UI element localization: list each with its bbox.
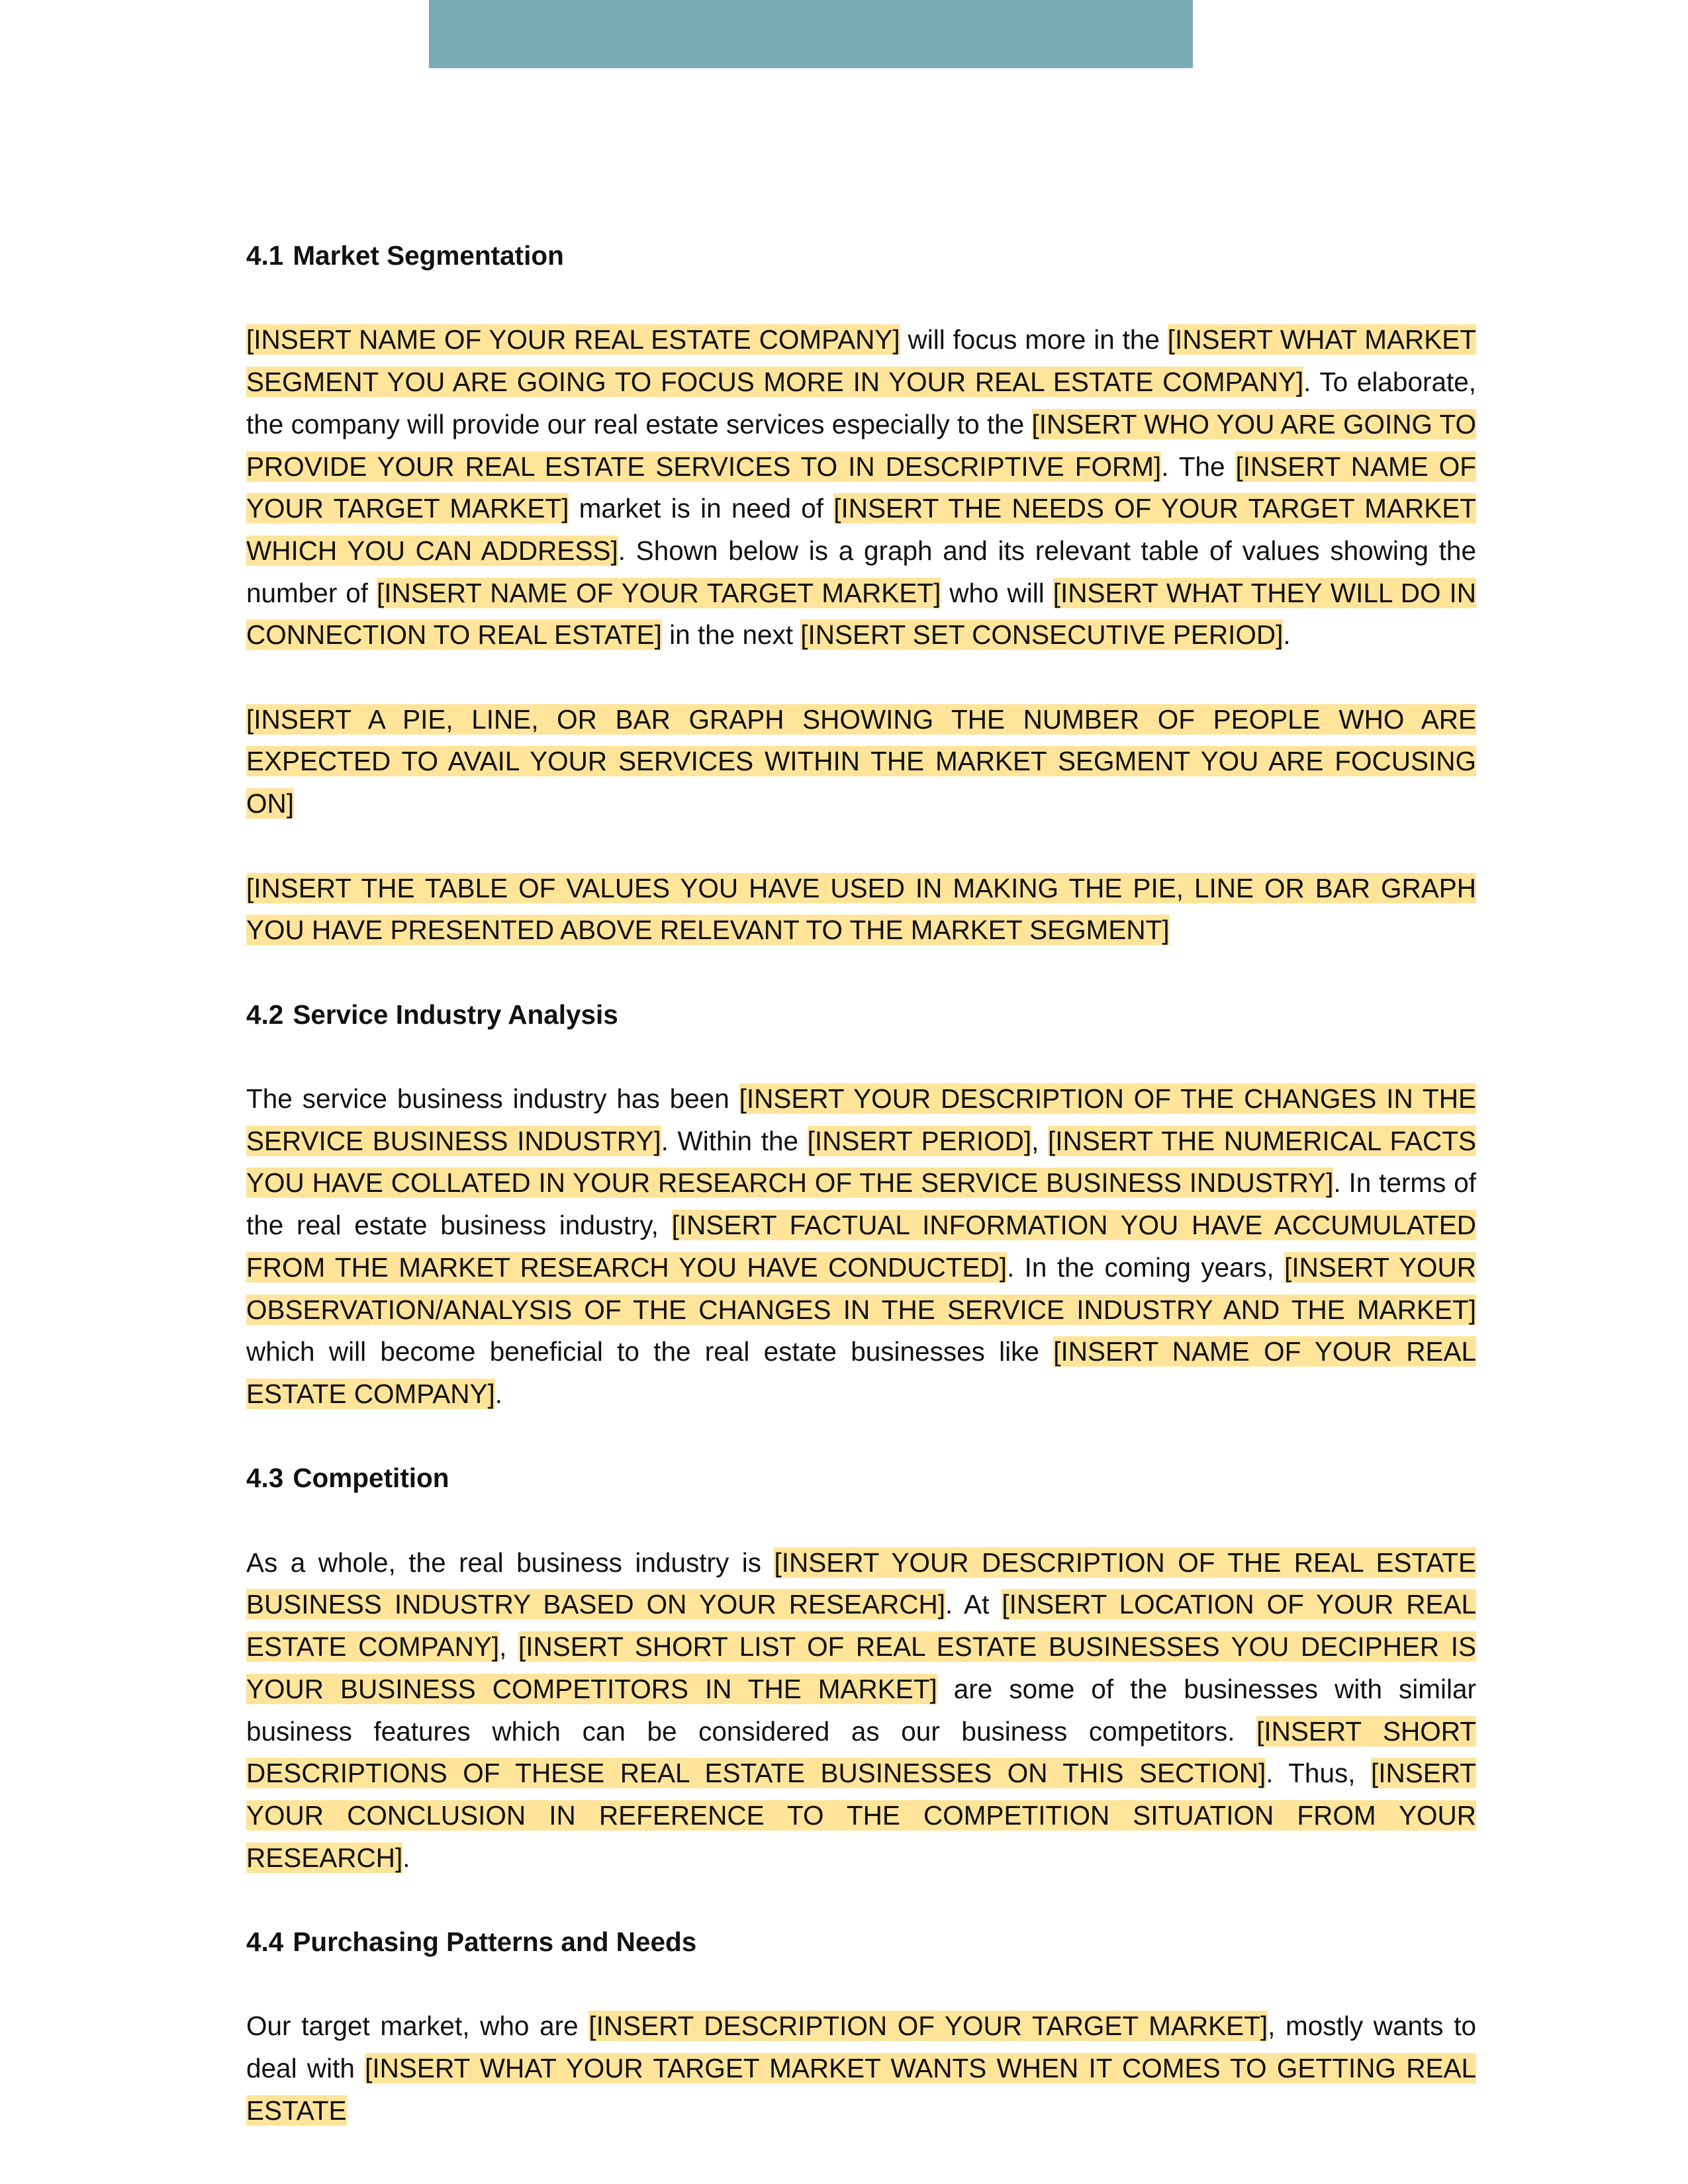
- section-number: 4.2: [246, 999, 284, 1030]
- placeholder-text: [INSERT YOUR OBSERVATION/ANALYSIS OF THE CHANGES IN THE SERVICE INDUSTRY AND THE MARKET]: [246, 1251, 1477, 1325]
- section-number: 4.1: [246, 240, 284, 271]
- placeholder-text: [INSERT NAME OF YOUR TARGET MARKET]: [376, 577, 941, 608]
- body-text: are some of the businesses with similar business features which can be considered as our business competitors.: [246, 1673, 1476, 1747]
- placeholder-text: [INSERT FACTUAL INFORMATION YOU HAVE ACCUMULATED FROM THE MARKET RESEARCH YOU HAVE CONDUCTED]: [246, 1210, 1476, 1283]
- header-band: [429, 0, 1193, 68]
- paragraph: [246, 1078, 1476, 1416]
- body-text: ,: [1031, 1125, 1048, 1156]
- placeholder-text: [INSERT WHAT MARKET SEGMENT YOU ARE GOING TO FOCUS MORE IN YOUR REAL ESTATE COMPANY]: [246, 324, 1476, 398]
- section-heading: [246, 1457, 1476, 1500]
- paragraph: [246, 319, 1476, 657]
- body-text: who will: [941, 577, 1053, 608]
- body-text: . At: [945, 1589, 1002, 1620]
- paragraph: [246, 1542, 1476, 1880]
- section-title: Competition: [293, 1463, 449, 1494]
- placeholder-text: [INSERT A PIE, LINE, OR BAR GRAPH SHOWING THE NUMBER OF PEOPLE WHO ARE EXPECTED TO AVAIL YOUR SERVICES WITHIN THE MARKET SEGMENT YOU ARE FOCUSING ON]: [246, 704, 1476, 819]
- placeholder-text: [INSERT NAME OF YOUR TARGET MARKET]: [246, 451, 1477, 524]
- section-number: 4.3: [246, 1463, 284, 1494]
- section-heading: [246, 1921, 1476, 1964]
- body-text: . In terms of the real estate business industry,: [246, 1167, 1477, 1241]
- paragraph: [246, 868, 1476, 952]
- placeholder-text: [INSERT PERIOD]: [807, 1125, 1032, 1156]
- body-text: in the next: [661, 619, 801, 651]
- section-heading: [246, 994, 1476, 1036]
- placeholder-text: [INSERT THE NUMERICAL FACTS YOU HAVE COLLATED IN YOUR RESEARCH OF THE SERVICE BUSINESS INDUSTRY]: [246, 1125, 1476, 1199]
- body-text: . In the coming years,: [1007, 1251, 1285, 1283]
- body-text: .: [1283, 619, 1291, 651]
- placeholder-text: [INSERT THE TABLE OF VALUES YOU HAVE USED IN MAKING THE PIE, LINE OR BAR GRAPH YOU HAVE PRESENTED ABOVE RELEVANT TO THE MARKET SEGMENT]: [246, 872, 1476, 946]
- body-text: will focus more in the: [900, 324, 1168, 355]
- body-text: .: [494, 1378, 503, 1409]
- body-text: . The: [1161, 451, 1236, 482]
- body-text: , mostly wants to deal with: [246, 2011, 1476, 2084]
- placeholder-text: [INSERT YOUR CONCLUSION IN REFERENCE TO THE COMPETITION SITUATION FROM YOUR RESEARCH]: [246, 1758, 1476, 1873]
- body-text: . Shown below is a graph and its relevant table of values showing the number of: [246, 535, 1476, 608]
- body-text: Our target market, who are: [246, 2011, 589, 2042]
- placeholder-text: [INSERT DESCRIPTION OF YOUR TARGET MARKET]: [588, 2011, 1268, 2042]
- body-text: market is in need of: [569, 493, 834, 524]
- placeholder-text: [INSERT SET CONSECUTIVE PERIOD]: [800, 619, 1284, 651]
- body-text: ,: [499, 1631, 518, 1662]
- body-text: . Thus,: [1266, 1758, 1371, 1789]
- body-text: . To elaborate, the company will provide our real estate services especially to the: [246, 367, 1477, 439]
- body-text: The service business industry has been: [246, 1083, 739, 1114]
- placeholder-text: [INSERT WHO YOU ARE GOING TO PROVIDE YOUR REAL ESTATE SERVICES TO IN DESCRIPTIVE FORM]: [246, 408, 1476, 482]
- body-text: which will become beneficial to the real estate businesses like: [246, 1336, 1054, 1367]
- placeholder-text: [INSERT THE NEEDS OF YOUR TARGET MARKET WHICH YOU CAN ADDRESS]: [246, 493, 1476, 566]
- body-text: As a whole, the real business industry is: [246, 1547, 774, 1578]
- placeholder-text: [INSERT WHAT YOUR TARGET MARKET WANTS WHEN IT COMES TO GETTING REAL ESTATE: [246, 2053, 1476, 2126]
- section-heading: [246, 235, 1476, 277]
- paragraph: [246, 2005, 1476, 2132]
- section-number: 4.4: [246, 1927, 284, 1957]
- section-title: Purchasing Patterns and Needs: [293, 1927, 697, 1957]
- body-text: . Within the: [661, 1125, 808, 1156]
- placeholder-text: [INSERT YOUR DESCRIPTION OF THE CHANGES IN THE SERVICE BUSINESS INDUSTRY]: [246, 1083, 1476, 1156]
- placeholder-text: [INSERT NAME OF YOUR REAL ESTATE COMPANY]: [246, 1336, 1476, 1409]
- section-title: Market Segmentation: [293, 240, 564, 271]
- document-body: [246, 235, 1476, 2174]
- placeholder-text: [INSERT LOCATION OF YOUR REAL ESTATE COMPANY]: [246, 1589, 1476, 1662]
- section-title: Service Industry Analysis: [293, 999, 618, 1030]
- placeholder-text: [INSERT SHORT LIST OF REAL ESTATE BUSINESSES YOU DECIPHER IS YOUR BUSINESS COMPETITORS IN THE MARKET]: [246, 1631, 1476, 1704]
- placeholder-text: [INSERT SHORT DESCRIPTIONS OF THESE REAL ESTATE BUSINESSES ON THIS SECTION]: [246, 1715, 1476, 1789]
- placeholder-text: [INSERT NAME OF YOUR REAL ESTATE COMPANY]: [246, 324, 900, 355]
- placeholder-text: [INSERT WHAT THEY WILL DO IN CONNECTION TO REAL ESTATE]: [246, 577, 1476, 651]
- placeholder-text: [INSERT YOUR DESCRIPTION OF THE REAL ESTATE BUSINESS INDUSTRY BASED ON YOUR RESEARCH]: [246, 1547, 1476, 1620]
- body-text: .: [402, 1842, 410, 1873]
- paragraph: [246, 699, 1476, 825]
